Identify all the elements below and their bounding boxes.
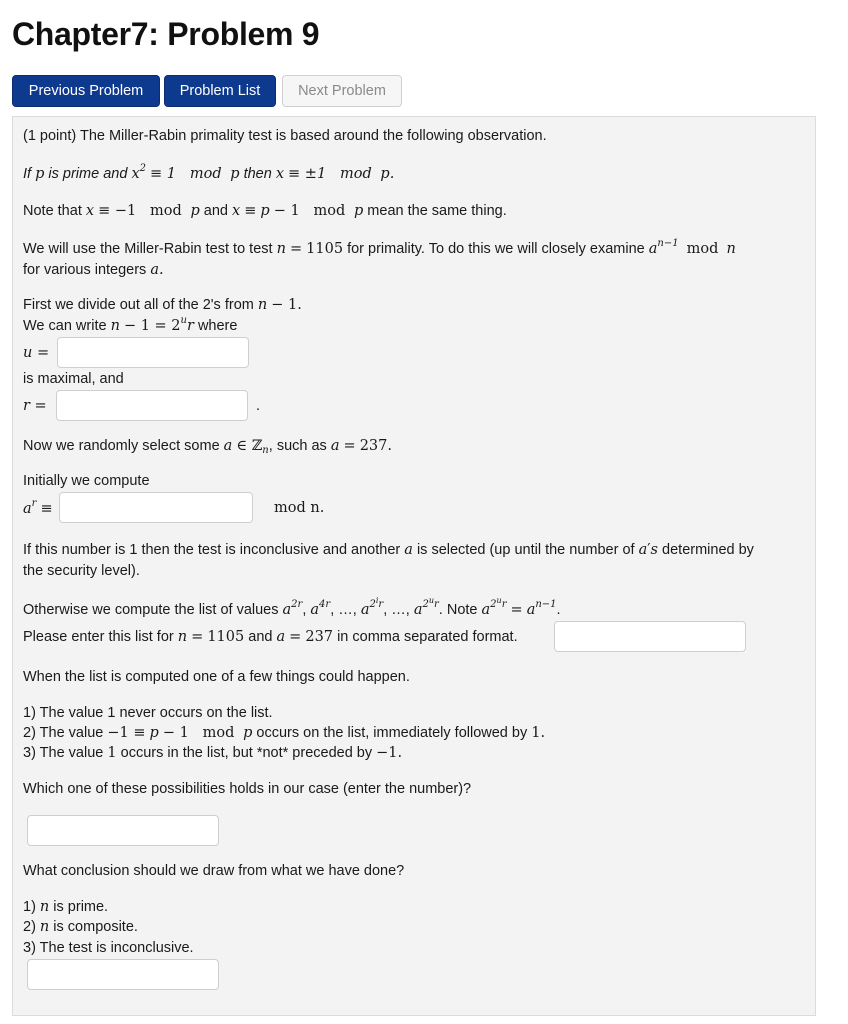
conclusion-2: 2) n is composite. bbox=[23, 919, 138, 935]
r-label: r = bbox=[23, 398, 47, 414]
inconclusive-line1: If this number is 1 then the test is inconclusive and another a is selected (up until the number of a′s determined by bbox=[23, 542, 754, 558]
u-label: u = bbox=[23, 345, 50, 361]
test-intro-line1: We will use the Miller-Rabin test to test n = 1105 for primality. To do this we will closely examine $a^{n-1}$ mod n bbox=[23, 238, 736, 257]
enter-list-line: Please enter this list for n = 1105 and a = 237 in comma separated format. bbox=[23, 629, 518, 645]
mod-n-label: mod n. bbox=[274, 500, 325, 516]
problem-list-button[interactable]: Problem List bbox=[164, 75, 276, 107]
otherwise-line: Otherwise we compute the list of values $a^{2r}$, $a^{4r}$, …, $a^{2^ir}$, …, $a^{2^ur}$. Note $a^{2^ur} = a^{n-1}$. bbox=[23, 596, 561, 618]
intro-text: (1 point) The Miller-Rabin primality test is based around the following observation. bbox=[23, 128, 547, 144]
u-input[interactable] bbox=[57, 337, 249, 368]
observation-text: If p is prime and $x^2 \equiv 1$ mod p then x ≡ ±1 mod p. bbox=[23, 163, 395, 182]
previous-problem-button[interactable]: Previous Problem bbox=[12, 75, 160, 107]
maximal-text: is maximal, and bbox=[23, 371, 124, 387]
ar-input[interactable] bbox=[59, 492, 253, 523]
conclusion-input[interactable] bbox=[27, 959, 219, 990]
r-period: . bbox=[256, 398, 261, 414]
conclusion-1: 1) n is prime. bbox=[23, 899, 109, 915]
case-1: 1) The value 1 never occurs on the list. bbox=[23, 705, 273, 721]
list-input[interactable] bbox=[554, 621, 746, 652]
compute-line: Initially we compute bbox=[23, 473, 150, 489]
ar-label: $a^r$ ≡ bbox=[23, 498, 53, 517]
conclusion-3: 3) The test is inconclusive. bbox=[23, 940, 194, 956]
conclusion-line: What conclusion should we draw from what we have done? bbox=[23, 863, 405, 879]
note-text: Note that x ≡ −1 mod p and x ≡ p − 1 mod p mean the same thing. bbox=[23, 203, 507, 219]
case-3: 3) The value 1 occurs in the list, but *not* preceded by −1. bbox=[23, 745, 403, 761]
test-intro-line2: for various integers a. bbox=[23, 262, 164, 278]
select-line: Now we randomly select some a ∈ ℤ$_n$, such as a = 237. bbox=[23, 438, 392, 456]
possibility-input[interactable] bbox=[27, 815, 219, 846]
r-input[interactable] bbox=[56, 390, 248, 421]
case-2: 2) The value −1 ≡ p − 1 mod p occurs on the list, immediately followed by 1. bbox=[23, 725, 546, 741]
happen-line: When the list is computed one of a few things could happen. bbox=[23, 669, 410, 685]
which-line: Which one of these possibilities holds in our case (enter the number)? bbox=[23, 781, 472, 797]
inconclusive-line2: the security level). bbox=[23, 563, 140, 579]
next-problem-button[interactable]: Next Problem bbox=[282, 75, 402, 107]
page-title: Chapter7: Problem 9 bbox=[12, 16, 320, 52]
divide-line: First we divide out all of the 2's from n − 1. bbox=[23, 297, 302, 313]
write-line: We can write $n - 1 = 2^ur$ where bbox=[23, 315, 238, 334]
